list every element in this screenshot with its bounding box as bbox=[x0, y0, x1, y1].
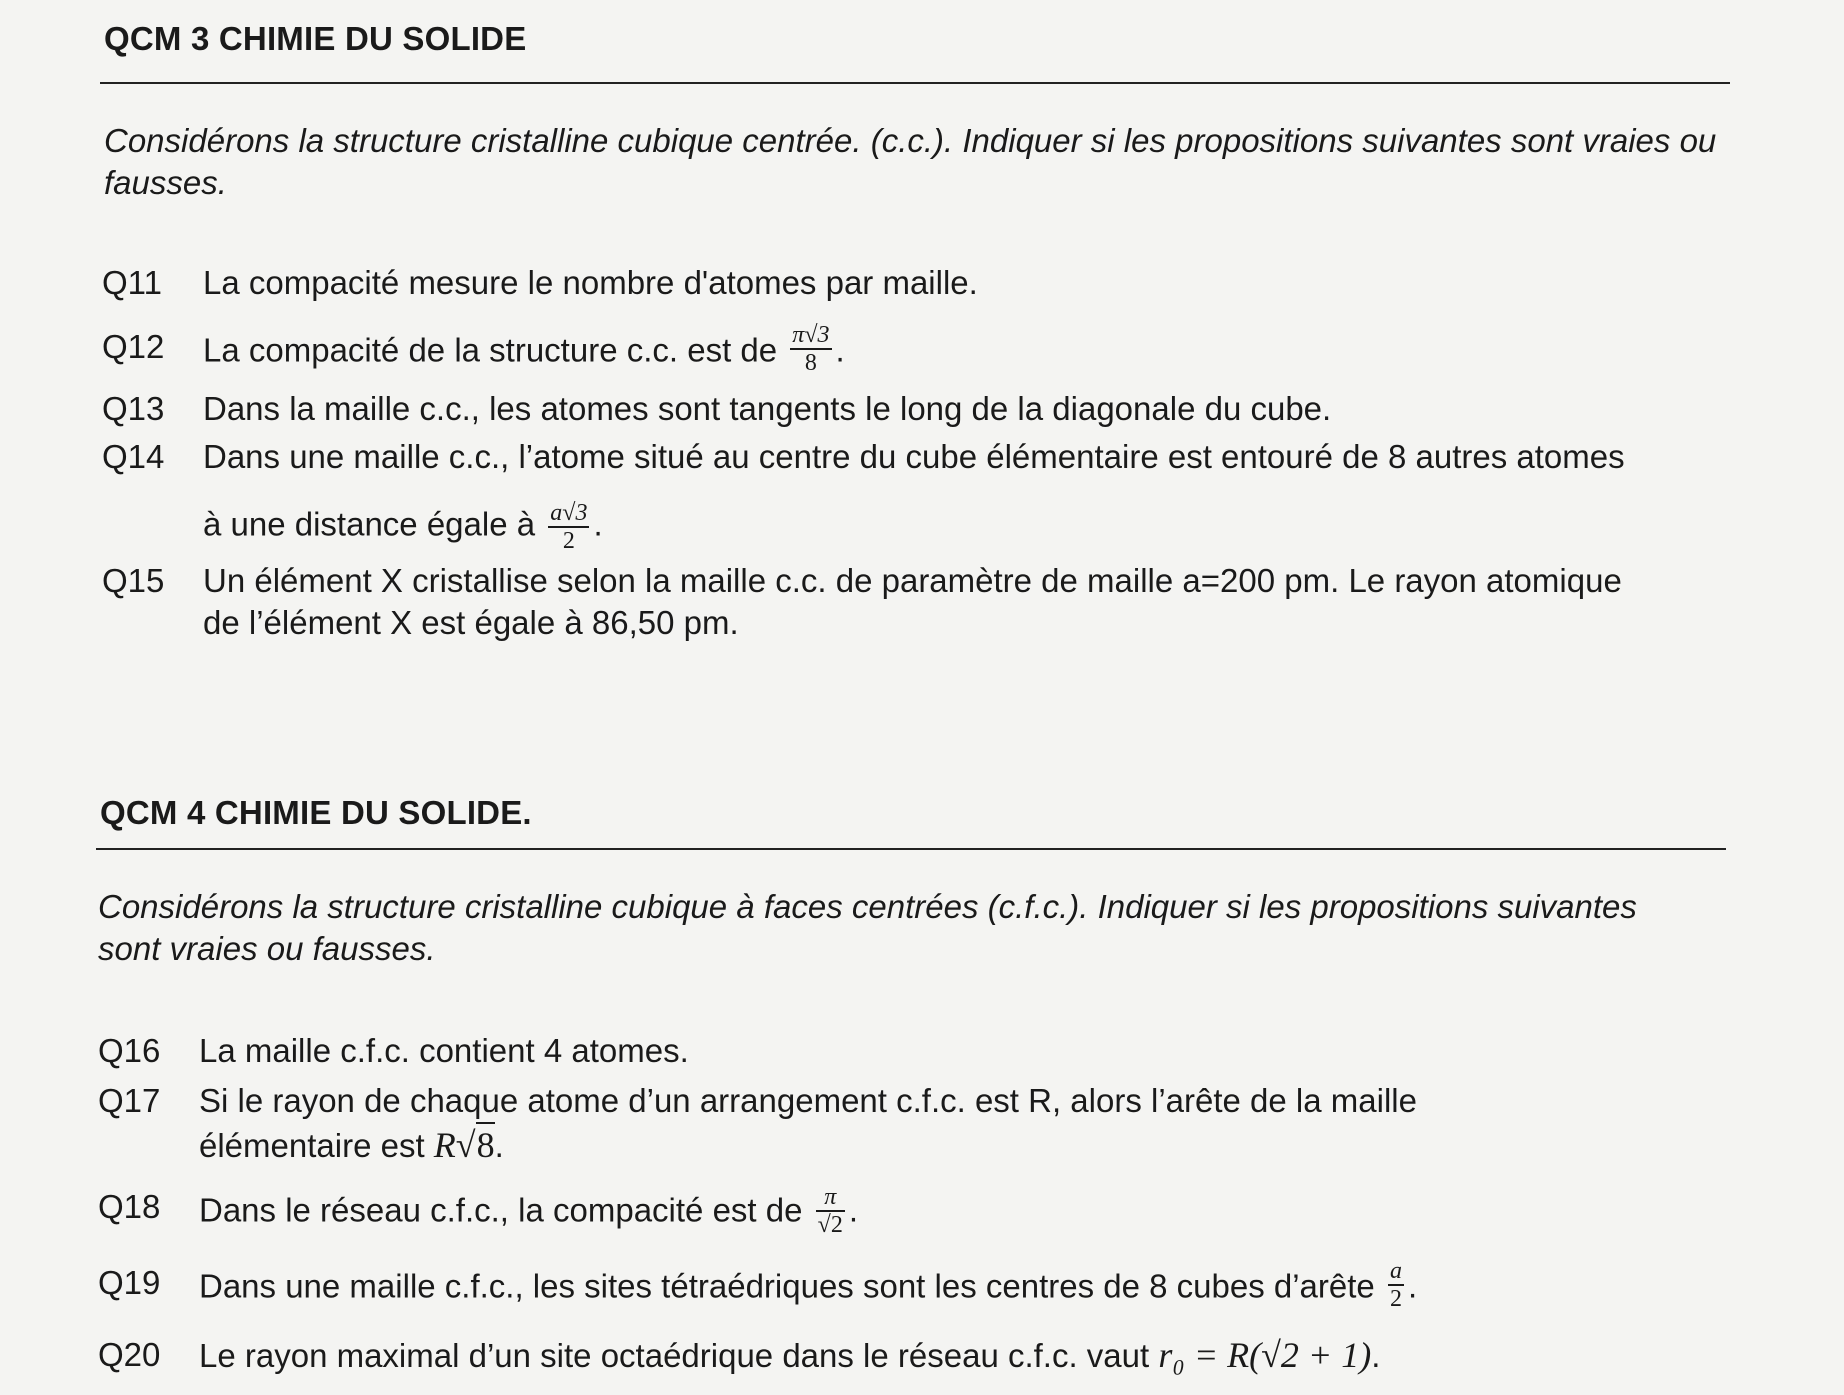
question-number: Q11 bbox=[102, 264, 162, 301]
question-number: Q14 bbox=[102, 438, 165, 475]
qcm3-instructions: Considérons la structure cristalline cubique centrée. (c.c.). Indiquer si les propositions suivantes sont vraies ou fausses. bbox=[104, 122, 1717, 201]
question-text bbox=[199, 1080, 1839, 1167]
question-number: Q17 bbox=[98, 1082, 161, 1119]
question-number: Q12 bbox=[102, 328, 165, 365]
fraction-denominator: 8 bbox=[790, 348, 831, 376]
question-text-part: Le rayon maximal d’un site octaédrique dans le réseau c.f.c. vaut bbox=[199, 1337, 1150, 1374]
qcm3-divider bbox=[100, 82, 1730, 84]
question-punct: . bbox=[835, 331, 845, 369]
question-number: Q13 bbox=[102, 390, 165, 427]
question-text bbox=[199, 1334, 1839, 1377]
question-punct: . bbox=[1407, 1267, 1418, 1305]
question-text bbox=[203, 322, 1843, 380]
qcm3-title: QCM 3 CHIMIE DU SOLIDE bbox=[104, 20, 527, 57]
qcm4-divider bbox=[96, 848, 1726, 850]
question-line-2: élémentaire est bbox=[199, 1127, 425, 1164]
question-number: Q19 bbox=[98, 1264, 161, 1301]
question-number: Q15 bbox=[102, 562, 165, 599]
qcm4-instructions: Considérons la structure cristalline cubique à faces centrées (c.f.c.). Indiquer si les propositions suivantes sont vraies ou fausses. bbox=[98, 888, 1637, 967]
math-expression: R√8 bbox=[434, 1125, 495, 1165]
sqrt-argument: 8 bbox=[476, 1122, 495, 1166]
fraction-numerator: π√3 bbox=[792, 322, 830, 348]
fraction-numerator: a√3 bbox=[550, 500, 588, 526]
fraction bbox=[1388, 1258, 1404, 1312]
math-expression: r₀ = R(√2 + 1) bbox=[1158, 1335, 1372, 1375]
question-text-part: La compacité de la structure c.c. est de bbox=[203, 331, 778, 369]
question-punct: . bbox=[848, 1191, 858, 1229]
question-text bbox=[203, 560, 1843, 644]
qcm4-title: QCM 4 CHIMIE DU SOLIDE. bbox=[100, 794, 532, 831]
fraction-denominator: 2 bbox=[1389, 1286, 1402, 1312]
question-punct: . bbox=[593, 505, 603, 543]
question-text: La maille c.f.c. contient 4 atomes. bbox=[199, 1032, 689, 1069]
question-number: Q16 bbox=[98, 1032, 161, 1069]
question-text: La compacité mesure le nombre d'atomes par maille. bbox=[203, 264, 978, 301]
question-text bbox=[199, 1186, 1839, 1240]
question-text bbox=[199, 1258, 1839, 1316]
fraction-denominator: 2 bbox=[548, 526, 589, 554]
question-line-2: à une distance égale à bbox=[203, 505, 536, 543]
fraction-denominator: √2 bbox=[817, 1212, 843, 1238]
question-text bbox=[203, 436, 1843, 554]
fraction-numerator: a bbox=[1389, 1258, 1402, 1284]
math-variable: R bbox=[433, 1125, 456, 1165]
fraction bbox=[816, 1184, 845, 1238]
question-punct: . bbox=[1371, 1337, 1381, 1374]
question-line-1: Si le rayon de chaque atome d’un arrangement c.f.c. est R, alors l’arête de la maille bbox=[199, 1082, 1417, 1119]
question-text-part: Dans le réseau c.f.c., la compacité est de bbox=[199, 1191, 803, 1229]
question-line-1: Un élément X cristallise selon la maille c.c. de paramètre de maille a=200 pm. Le rayon atomique bbox=[203, 562, 1622, 599]
question-number: Q18 bbox=[98, 1188, 161, 1225]
question-punct: . bbox=[494, 1127, 504, 1164]
question-text: Dans la maille c.c., les atomes sont tangents le long de la diagonale du cube. bbox=[203, 390, 1332, 427]
question-number: Q20 bbox=[98, 1336, 161, 1373]
question-line-2: de l’élément X est égale à 86,50 pm. bbox=[203, 604, 739, 641]
fraction-numerator: π bbox=[824, 1184, 837, 1210]
question-text-part: Dans une maille c.f.c., les sites tétraédriques sont les centres de 8 cubes d’arête bbox=[199, 1267, 1375, 1305]
question-line-1: Dans une maille c.c., l’atome situé au centre du cube élémentaire est entouré de 8 autres atomes bbox=[203, 438, 1625, 475]
fraction bbox=[548, 500, 589, 554]
fraction bbox=[790, 322, 831, 376]
